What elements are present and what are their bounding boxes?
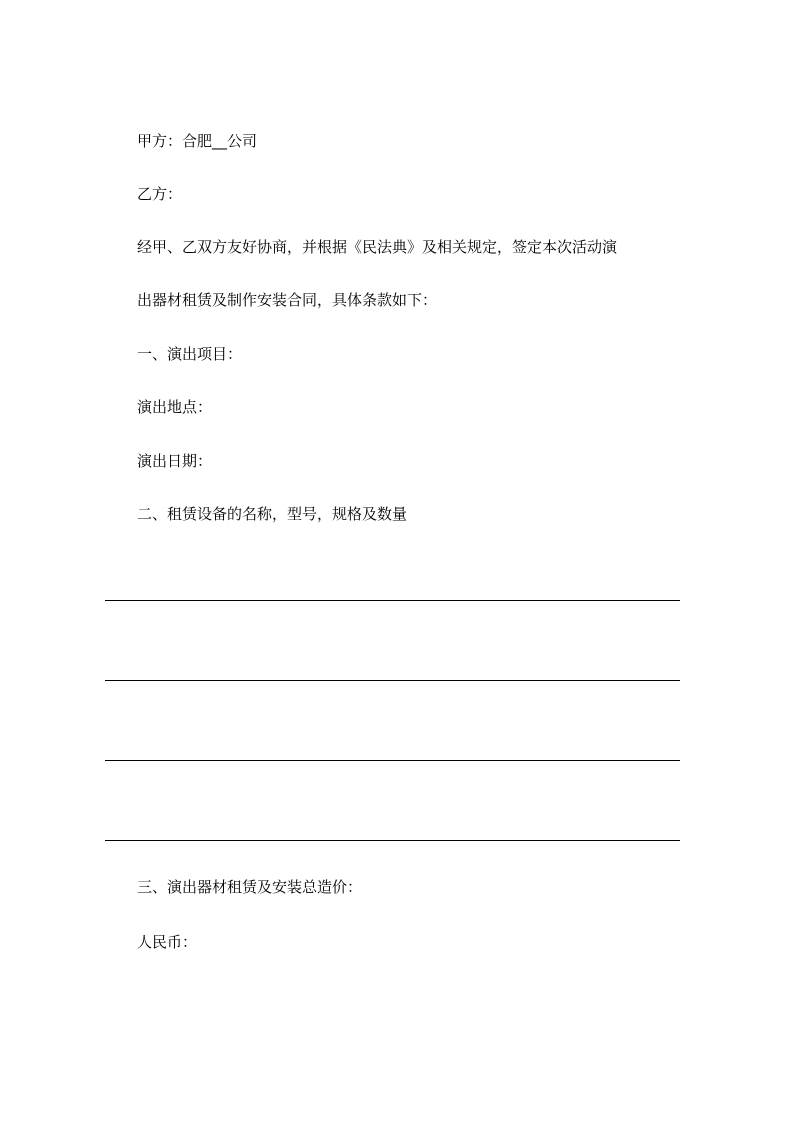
blank-line-3 [105, 760, 680, 761]
currency-label: 人民币： [137, 933, 198, 951]
blank-line-2 [105, 680, 680, 681]
party-a-line: 甲方：合肥__公司 [137, 132, 258, 150]
section-1-title: 一、演出项目： [137, 345, 243, 363]
blank-line-4 [105, 840, 680, 841]
party-b-line: 乙方： [137, 185, 183, 203]
venue-label: 演出地点： [137, 398, 213, 416]
section-3-title: 三、演出器材租赁及安装总造价： [137, 878, 363, 896]
preamble-line-2: 出器材租赁及制作安装合同，具体条款如下： [137, 291, 438, 309]
preamble-line-1: 经甲、乙双方友好协商，并根据《民法典》及相关规定，签定本次活动演 [137, 238, 618, 256]
section-2-title: 二、租赁设备的名称，型号，规格及数量 [137, 505, 408, 523]
blank-line-1 [105, 600, 680, 601]
date-label: 演出日期： [137, 452, 213, 470]
